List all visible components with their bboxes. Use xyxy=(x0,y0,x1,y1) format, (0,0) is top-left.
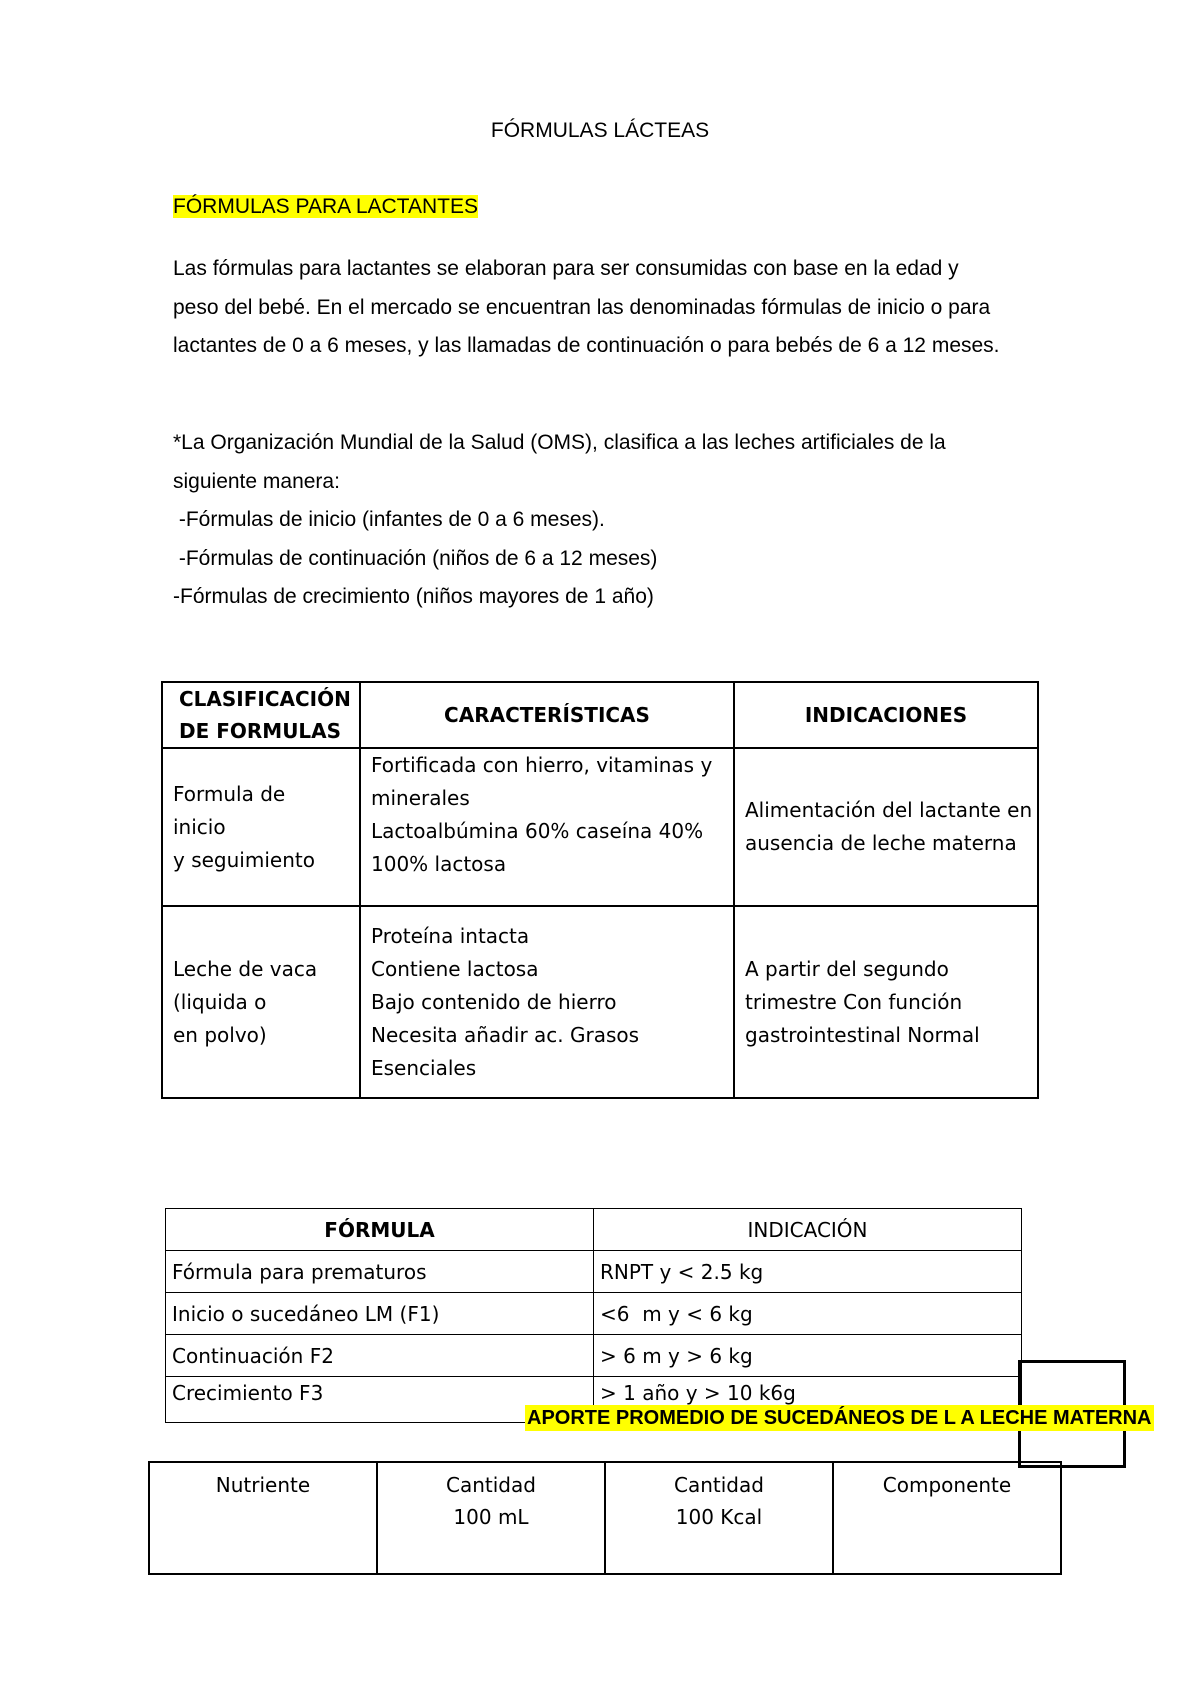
nutrient-banner: APORTE PROMEDIO DE SUCEDÁNEOS DE L A LECHE MATERNA xyxy=(527,1407,1152,1429)
formula-table xyxy=(165,1208,1022,1423)
cell-caracteristicas xyxy=(360,748,734,906)
cell-formula: Crecimiento F3 xyxy=(166,1377,594,1423)
cell-formula: Continuación F2 xyxy=(166,1335,594,1377)
oms-line: -Fórmulas de inicio (infantes de 0 a 6 meses). xyxy=(173,508,605,531)
intro-line: lactantes de 0 a 6 meses, y las llamadas de continuación o para bebés de 6 a 12 meses. xyxy=(173,334,1000,357)
intro-paragraph xyxy=(173,250,1000,366)
oms-line: -Fórmulas de crecimiento (niños mayores de 1 año) xyxy=(173,585,654,608)
nutrient-table xyxy=(148,1461,1062,1575)
oms-paragraph xyxy=(173,424,946,617)
cell-line: Alimentación del lactante en xyxy=(745,798,1033,822)
header-clasificacion xyxy=(162,682,360,748)
cell-line: Lactoalbúmina 60% caseína 40% xyxy=(371,819,704,843)
cell-line: minerales xyxy=(371,786,470,810)
oms-line: *La Organización Mundial de la Salud (OMS), clasifica a las leches artificiales de la xyxy=(173,431,946,454)
oms-line: -Fórmulas de continuación (niños de 6 a 12 meses) xyxy=(173,546,658,570)
section-heading-text: FÓRMULAS PARA LACTANTES xyxy=(173,195,478,218)
cell-line: Formula de xyxy=(173,781,286,806)
table-row xyxy=(166,1251,1022,1293)
cell-line: y seguimiento xyxy=(173,847,315,872)
header-line: DE FORMULAS xyxy=(179,719,342,743)
header-caracteristicas: CARACTERÍSTICAS xyxy=(360,682,734,748)
formula-header-row xyxy=(166,1209,1022,1251)
header-line: Componente xyxy=(882,1473,1012,1497)
cell-line: Bajo contenido de hierro xyxy=(371,989,617,1014)
cell-indicacion: > 6 m y > 6 kg xyxy=(594,1335,1022,1377)
cell-line: Necesita añadir ac. Grasos xyxy=(371,1022,640,1047)
cell-line: ausencia de leche materna xyxy=(745,831,1017,855)
header-line: CLASIFICACIÓN xyxy=(179,687,351,711)
cell-line: Proteína intacta xyxy=(371,923,530,948)
page-title: FÓRMULAS LÁCTEAS xyxy=(490,119,710,142)
header-line: Cantidad xyxy=(674,1473,764,1497)
intro-line: peso del bebé. En el mercado se encuentran las denominadas fórmulas de inicio o para xyxy=(173,295,991,319)
header-indicacion: INDICACIÓN xyxy=(594,1209,1022,1251)
header-line: 100 mL xyxy=(453,1505,529,1529)
header-componente xyxy=(833,1462,1061,1574)
header-indicaciones: INDICACIONES xyxy=(734,682,1038,748)
cell-line: Esenciales xyxy=(371,1055,477,1080)
cell-caracteristicas xyxy=(360,906,734,1098)
header-nutriente xyxy=(149,1462,377,1574)
cell-clasificacion xyxy=(162,748,360,906)
cell-line: Leche de vaca xyxy=(173,956,318,981)
cell-line: gastrointestinal Normal xyxy=(745,1022,980,1047)
cell-indicacion: RNPT y < 2.5 kg xyxy=(594,1251,1022,1293)
header-cantidad-ml xyxy=(377,1462,605,1574)
intro-line: Las fórmulas para lactantes se elaboran para ser consumidas con base en la edad y xyxy=(173,257,959,280)
classification-header-row xyxy=(162,682,1038,748)
cell-indicaciones xyxy=(734,748,1038,906)
cell-formula: Inicio o sucedáneo LM (F1) xyxy=(166,1293,594,1335)
cell-line: (liquida o xyxy=(173,989,267,1014)
table-row xyxy=(166,1335,1022,1377)
cell-indicacion: > 1 año y > 10 k6g xyxy=(594,1377,1022,1423)
classification-table xyxy=(161,681,1039,1099)
header-line: 100 Kcal xyxy=(675,1505,763,1529)
section-heading xyxy=(173,194,478,220)
oms-line: siguiente manera: xyxy=(173,469,340,493)
nutrient-header-row xyxy=(149,1462,1061,1574)
table-row xyxy=(166,1293,1022,1335)
cell-clasificacion xyxy=(162,906,360,1098)
cell-line: A partir del segundo xyxy=(745,956,949,981)
header-formula: FÓRMULA xyxy=(166,1209,594,1251)
cell-indicaciones xyxy=(734,906,1038,1098)
cell-line: inicio xyxy=(173,814,226,839)
header-line: Nutriente xyxy=(215,1473,311,1497)
header-cantidad-kcal xyxy=(605,1462,833,1574)
cell-line: trimestre Con función xyxy=(745,989,963,1014)
cell-line: Contiene lactosa xyxy=(371,956,539,981)
table-row xyxy=(162,906,1038,1098)
cell-indicacion: <6 m y < 6 kg xyxy=(594,1293,1022,1335)
cell-line: Fortificada con hierro, vitaminas y xyxy=(371,753,713,777)
cell-line: en polvo) xyxy=(173,1022,267,1047)
cell-line: 100% lactosa xyxy=(371,852,507,876)
header-line: Cantidad xyxy=(446,1473,536,1497)
cell-formula: Fórmula para prematuros xyxy=(166,1251,594,1293)
table-row xyxy=(162,748,1038,906)
